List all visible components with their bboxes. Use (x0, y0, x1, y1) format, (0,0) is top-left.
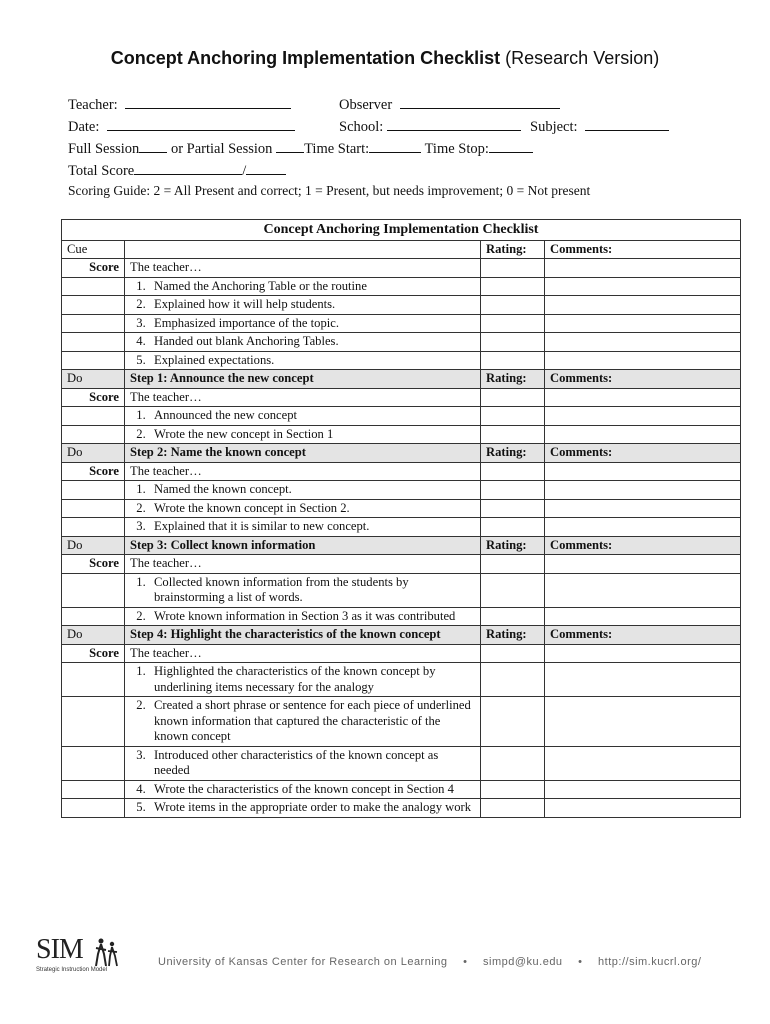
date-label: Date: (68, 119, 100, 135)
table-row (62, 607, 741, 626)
time-stop-field[interactable] (489, 138, 533, 153)
subject-field[interactable] (585, 116, 669, 131)
rating-cell[interactable] (481, 462, 545, 481)
rating-cell[interactable] (481, 425, 545, 444)
checklist-item (125, 333, 481, 352)
table-row (62, 780, 741, 799)
footer-line (158, 956, 701, 968)
empty-cell (62, 407, 125, 426)
the-teacher-label: The teacher… (125, 644, 481, 663)
rating-cell[interactable] (481, 481, 545, 500)
teacher-label: Teacher: (68, 97, 118, 113)
comments-cell[interactable] (545, 644, 741, 663)
rating-cell[interactable] (481, 780, 545, 799)
item-text: Explained that it is similar to new concept. (154, 519, 370, 533)
item-text-wrap (130, 748, 475, 779)
item-text: Explained how it will help students. (154, 297, 336, 311)
score-label: Score (62, 388, 125, 407)
item-number: 1. (130, 278, 146, 293)
rating-cell[interactable] (481, 607, 545, 626)
sim-logo (36, 934, 146, 984)
item-text: Wrote the new concept in Section 1 (154, 426, 334, 441)
comments-header: Comments: (545, 536, 741, 555)
logo-letters: SIM (36, 934, 83, 965)
total-score-field[interactable] (134, 160, 242, 175)
the-teacher-label: The teacher… (125, 259, 481, 278)
item-text-wrap (130, 800, 475, 816)
section-header-row (62, 536, 741, 555)
checklist-item (125, 663, 481, 697)
item-text-wrap (130, 482, 475, 498)
item-text: Wrote the known concept in Section 2. (154, 500, 350, 515)
item-text: Highlighted the characteristics of the known concept by underlining items necessary for the analogy (154, 664, 436, 694)
comments-cell[interactable] (545, 780, 741, 799)
item-number: 2. (130, 698, 146, 712)
table-heading-row (62, 220, 741, 241)
comments-cell[interactable] (545, 314, 741, 333)
checklist-item (125, 518, 481, 537)
section-header-row (62, 626, 741, 645)
comments-header: Comments: (545, 370, 741, 389)
rating-cell[interactable] (481, 259, 545, 278)
comments-cell[interactable] (545, 296, 741, 315)
section-header-row (62, 370, 741, 389)
school-field[interactable] (387, 116, 521, 131)
checklist-item (125, 481, 481, 500)
comments-cell[interactable] (545, 746, 741, 780)
full-session-label: Full Session (68, 141, 140, 157)
item-number: 1. (130, 574, 146, 589)
empty-cell (62, 780, 125, 799)
comments-cell[interactable] (545, 607, 741, 626)
comments-cell[interactable] (545, 555, 741, 574)
rating-cell[interactable] (481, 333, 545, 352)
empty-cell (62, 333, 125, 352)
empty-cell (62, 746, 125, 780)
item-number: 5. (130, 352, 146, 367)
comments-cell[interactable] (545, 697, 741, 747)
comments-cell[interactable] (545, 388, 741, 407)
rating-cell[interactable] (481, 351, 545, 370)
checklist-item (125, 425, 481, 444)
table-row (62, 296, 741, 315)
rating-header: Rating: (481, 536, 545, 555)
item-number: 2. (130, 297, 146, 311)
item-text-wrap (130, 353, 475, 369)
item-text: Wrote the characteristics of the known concept in Section 4 (154, 781, 454, 796)
checklist-item (125, 351, 481, 370)
score-row (62, 555, 741, 574)
scoring-guide: Scoring Guide: 2 = All Present and correct; 1 = Present, but needs improvement; 0 = Not present (68, 183, 591, 198)
section-label: Do (62, 626, 125, 645)
empty-cell (62, 425, 125, 444)
section-label: Do (62, 444, 125, 463)
comments-cell[interactable] (545, 351, 741, 370)
score-row (62, 259, 741, 278)
item-number: 4. (130, 334, 146, 348)
title-main: Concept Anchoring Implementation Checklist (110, 48, 501, 68)
page-title (0, 48, 770, 69)
item-text: Introduced other characteristics of the known concept as needed (154, 747, 439, 777)
row-teacher-observer (68, 94, 708, 116)
table-row (62, 425, 741, 444)
footer-bullet: • (578, 956, 583, 968)
comments-header: Comments: (545, 626, 741, 645)
empty-cell (62, 697, 125, 747)
item-number: 2. (130, 608, 146, 623)
checklist-item (125, 277, 481, 296)
item-number: 4. (130, 781, 146, 796)
item-text-wrap (130, 609, 475, 625)
comments-cell[interactable] (545, 333, 741, 352)
section-header-row (62, 444, 741, 463)
comments-cell[interactable] (545, 663, 741, 697)
the-teacher-label: The teacher… (125, 555, 481, 574)
rating-cell[interactable] (481, 407, 545, 426)
item-number: 3. (130, 519, 146, 533)
item-number: 1. (130, 664, 146, 678)
comments-cell[interactable] (545, 799, 741, 818)
school-label: School: (339, 119, 384, 135)
item-text-wrap (130, 297, 475, 313)
item-text: Named the known concept. (154, 482, 292, 496)
item-text: Named the Anchoring Table or the routine (154, 278, 367, 293)
item-text: Announced the new concept (154, 408, 298, 422)
section-label: Do (62, 536, 125, 555)
footer-bullet: • (463, 956, 468, 968)
empty-cell (62, 573, 125, 607)
item-text-wrap (130, 427, 475, 443)
empty-cell (62, 518, 125, 537)
full-session-field[interactable] (139, 138, 167, 153)
partial-session-field[interactable] (276, 138, 304, 153)
section-step-title: Step 2: Name the known concept (125, 444, 481, 463)
item-text: Emphasized importance of the topic. (154, 315, 339, 330)
rating-cell[interactable] (481, 277, 545, 296)
empty-cell (62, 799, 125, 818)
item-number: 3. (130, 315, 146, 330)
empty-cell (62, 296, 125, 315)
score-row (62, 644, 741, 663)
score-label: Score (62, 555, 125, 574)
checklist-item (125, 314, 481, 333)
footer (36, 934, 736, 994)
table-row (62, 407, 741, 426)
table-row (62, 314, 741, 333)
footer-org: University of Kansas Center for Research on Learning (158, 956, 448, 968)
partial-session-label: or Partial Session (170, 141, 273, 157)
the-teacher-label: The teacher… (125, 388, 481, 407)
checklist-item (125, 607, 481, 626)
table-row (62, 277, 741, 296)
the-teacher-label: The teacher… (125, 462, 481, 481)
section-step-title: Step 4: Highlight the characteristics of the known concept (125, 626, 481, 645)
comments-cell[interactable] (545, 481, 741, 500)
subject-label: Subject: (530, 119, 578, 135)
rating-cell[interactable] (481, 697, 545, 747)
rating-cell[interactable] (481, 663, 545, 697)
time-stop-label: Time Stop: (424, 141, 489, 157)
item-text: Handed out blank Anchoring Tables. (154, 334, 339, 348)
total-score-max-field[interactable] (246, 160, 286, 175)
comments-cell[interactable] (545, 407, 741, 426)
item-text-wrap (130, 519, 475, 535)
checklist-item (125, 573, 481, 607)
time-start-label: Time Start: (304, 141, 370, 157)
empty-cell (62, 277, 125, 296)
rating-cell[interactable] (481, 746, 545, 780)
rating-cell[interactable] (481, 499, 545, 518)
item-text: Created a short phrase or sentence for each piece of underlined known information that captured the characteristic of the known concept (154, 698, 471, 743)
item-number: 2. (130, 500, 146, 515)
observer-label: Observer (339, 97, 393, 113)
item-number: 1. (130, 408, 146, 422)
empty-cell (62, 607, 125, 626)
score-label: Score (62, 259, 125, 278)
comments-cell[interactable] (545, 425, 741, 444)
date-field[interactable] (107, 116, 295, 131)
rating-cell[interactable] (481, 555, 545, 574)
checklist-item (125, 697, 481, 747)
section-label: Cue (62, 240, 125, 259)
rating-header: Rating: (481, 370, 545, 389)
checklist-item (125, 296, 481, 315)
rating-header: Rating: (481, 444, 545, 463)
row-date-school (68, 116, 708, 138)
table-row (62, 697, 741, 747)
item-number: 5. (130, 800, 146, 814)
rating-cell[interactable] (481, 799, 545, 818)
table-heading: Concept Anchoring Implementation Checklist (62, 220, 741, 241)
comments-cell[interactable] (545, 277, 741, 296)
section-header-row (62, 240, 741, 259)
comments-cell[interactable] (545, 499, 741, 518)
item-text: Collected known information from the students by brainstorming a list of words. (154, 574, 409, 604)
total-score-label: Total Score (68, 163, 135, 179)
table-row (62, 799, 741, 818)
observer-field[interactable] (400, 94, 560, 109)
item-number: 2. (130, 426, 146, 441)
item-text-wrap (130, 316, 475, 332)
item-text-wrap (130, 698, 475, 745)
checklist-table (61, 219, 741, 818)
item-text-wrap (130, 501, 475, 517)
checklist-item (125, 499, 481, 518)
score-row (62, 462, 741, 481)
section-step-title: Step 3: Collect known information (125, 536, 481, 555)
table-row (62, 663, 741, 697)
table-row (62, 351, 741, 370)
checklist-item (125, 780, 481, 799)
empty-cell (62, 481, 125, 500)
logo-subtitle: Strategic Instruction Model (36, 967, 108, 973)
empty-cell (62, 499, 125, 518)
time-start-field[interactable] (369, 138, 421, 153)
header-fields (68, 94, 708, 182)
table-row (62, 499, 741, 518)
item-text: Explained expectations. (154, 352, 275, 367)
title-sub: (Research Version) (505, 48, 660, 68)
comments-cell[interactable] (545, 518, 741, 537)
score-row (62, 388, 741, 407)
rating-cell[interactable] (481, 388, 545, 407)
rating-header: Rating: (481, 240, 545, 259)
item-text-wrap (130, 782, 475, 798)
section-label: Do (62, 370, 125, 389)
checklist-item (125, 799, 481, 818)
teacher-field[interactable] (125, 94, 291, 109)
table-row (62, 333, 741, 352)
row-total-score (68, 160, 708, 182)
item-text-wrap (130, 334, 475, 350)
empty-cell (62, 351, 125, 370)
item-number: 1. (130, 482, 146, 496)
item-text: Wrote items in the appropriate order to make the analogy work (154, 800, 472, 814)
table-row (62, 746, 741, 780)
table-row (62, 573, 741, 607)
section-step-title: Step 1: Announce the new concept (125, 370, 481, 389)
checklist-item (125, 407, 481, 426)
section-step-title (125, 240, 481, 259)
empty-cell (62, 663, 125, 697)
item-text: Wrote known information in Section 3 as it was contributed (154, 608, 456, 623)
rating-cell[interactable] (481, 314, 545, 333)
figures-icon (94, 938, 120, 968)
score-label: Score (62, 644, 125, 663)
rating-cell[interactable] (481, 518, 545, 537)
score-label: Score (62, 462, 125, 481)
footer-url[interactable]: http://sim.kucrl.org/ (598, 956, 702, 968)
rating-cell[interactable] (481, 644, 545, 663)
rating-cell[interactable] (481, 296, 545, 315)
rating-header: Rating: (481, 626, 545, 645)
total-score-slash: / (242, 163, 247, 179)
item-text-wrap (130, 664, 475, 695)
footer-email[interactable]: simpd@ku.edu (483, 956, 563, 968)
row-session (68, 138, 708, 160)
checklist-item (125, 746, 481, 780)
table-row (62, 481, 741, 500)
comments-cell[interactable] (545, 573, 741, 607)
comments-cell[interactable] (545, 462, 741, 481)
comments-header: Comments: (545, 444, 741, 463)
rating-cell[interactable] (481, 573, 545, 607)
comments-cell[interactable] (545, 259, 741, 278)
item-text-wrap (130, 279, 475, 295)
comments-header: Comments: (545, 240, 741, 259)
table-row (62, 518, 741, 537)
empty-cell (62, 314, 125, 333)
item-text-wrap (130, 575, 475, 606)
item-text-wrap (130, 408, 475, 424)
item-number: 3. (130, 747, 146, 762)
